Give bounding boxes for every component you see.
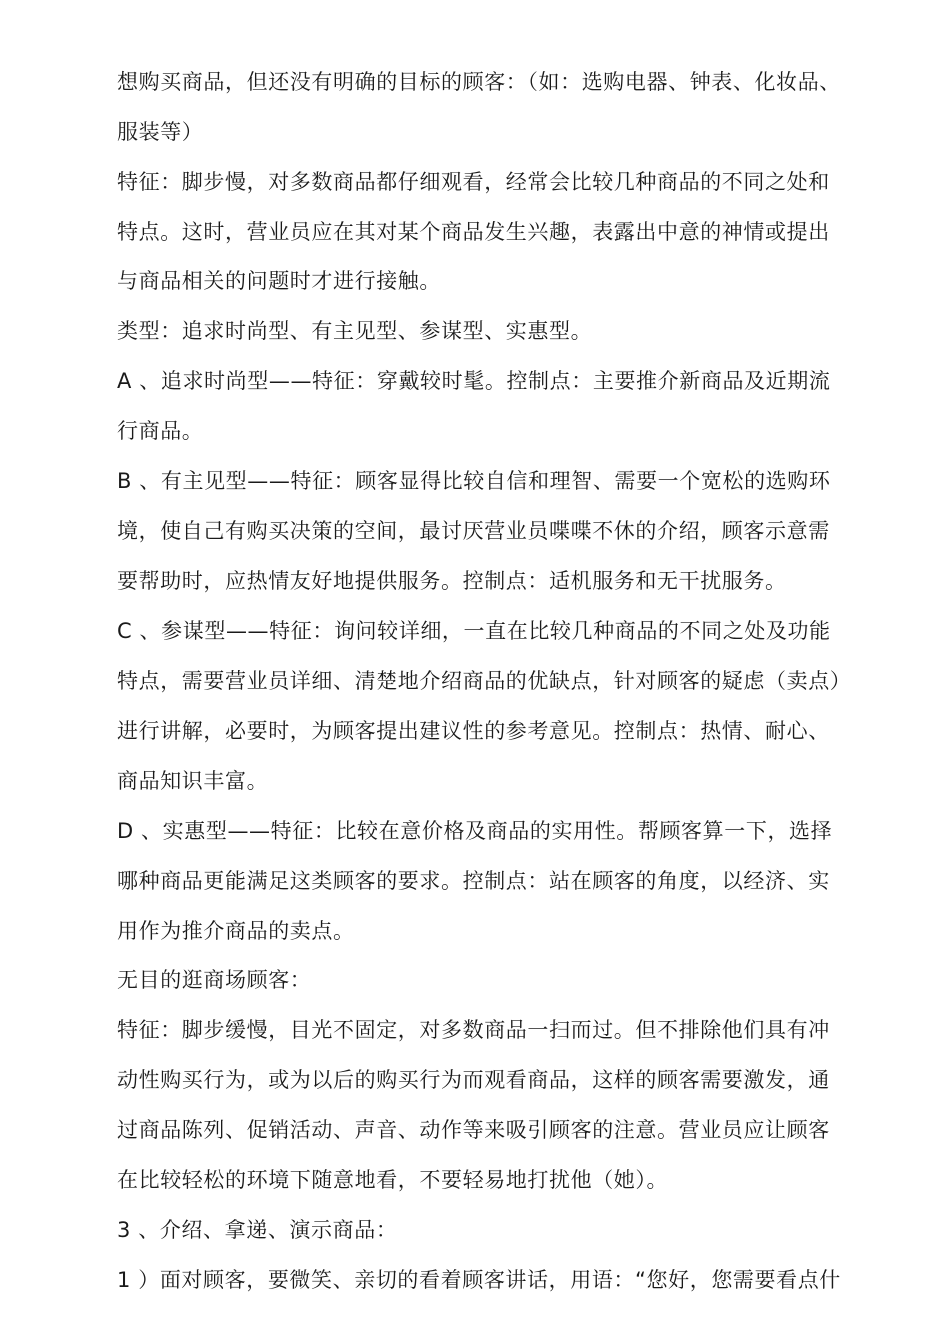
text-line: C 、参谋型——特征：询问较详细，一直在比较几种商品的不同之处及功能 bbox=[117, 619, 831, 643]
text-line: 用作为推介商品的卖点。 bbox=[117, 919, 355, 943]
text-line: 类型：追求时尚型、有主见型、参谋型、实惠型。 bbox=[117, 319, 593, 343]
text-line: 特点。这时，营业员应在其对某个商品发生兴趣，表露出中意的神情或提出 bbox=[117, 220, 830, 244]
text-line: 进行讲解，必要时，为顾客提出建议性的参考意见。控制点：热情、耐心、 bbox=[117, 719, 830, 743]
text-line: 商品知识丰富。 bbox=[117, 769, 269, 793]
text-line: 与商品相关的问题时才进行接触。 bbox=[117, 269, 441, 293]
text-line: 特点，需要营业员详细、清楚地介绍商品的优缺点，针对顾客的疑虑（卖点） bbox=[117, 669, 852, 693]
text-line: 服装等） bbox=[117, 120, 204, 144]
text-line: 3 、介绍、拿递、演示商品： bbox=[117, 1218, 398, 1242]
text-line: 过商品陈列、促销活动、声音、动作等来吸引顾客的注意。营业员应让顾客 bbox=[117, 1118, 830, 1142]
text-line: D 、实惠型——特征：比较在意价格及商品的实用性。帮顾客算一下，选择 bbox=[117, 819, 833, 843]
text-line: 1 ）面对顾客，要微笑、亲切的看着顾客讲话，用语：“您好，您需要看点什 bbox=[117, 1268, 841, 1292]
text-line: B 、有主见型——特征：顾客显得比较自信和理智、需要一个宽松的选购环 bbox=[117, 469, 831, 493]
text-line: 特征：脚步缓慢，目光不固定，对多数商品一扫而过。但不排除他们具有冲 bbox=[117, 1018, 830, 1042]
text-line: 想购买商品，但还没有明确的目标的顾客：（如：选购电器、钟表、化妆品、 bbox=[117, 70, 841, 94]
text-line: 境，使自己有购买决策的空间，最讨厌营业员喋喋不休的介绍，顾客示意需 bbox=[117, 519, 830, 543]
text-line: A 、追求时尚型——特征：穿戴较时髦。控制点：主要推介新商品及近期流 bbox=[117, 369, 831, 393]
text-line: 哪种商品更能满足这类顾客的要求。控制点：站在顾客的角度，以经济、实 bbox=[117, 869, 830, 893]
text-line: 行商品。 bbox=[117, 419, 204, 443]
text-line: 要帮助时，应热情友好地提供服务。控制点：适机服务和无干扰服务。 bbox=[117, 569, 787, 593]
text-line: 特征：脚步慢，对多数商品都仔细观看，经常会比较几种商品的不同之处和 bbox=[117, 170, 830, 194]
text-line: 无目的逛商场顾客： bbox=[117, 968, 312, 992]
text-line: 在比较轻松的环境下随意地看，不要轻易地打扰他（她）。 bbox=[117, 1168, 669, 1192]
text-line: 动性购买行为，或为以后的购买行为而观看商品，这样的顾客需要激发，通 bbox=[117, 1068, 830, 1092]
